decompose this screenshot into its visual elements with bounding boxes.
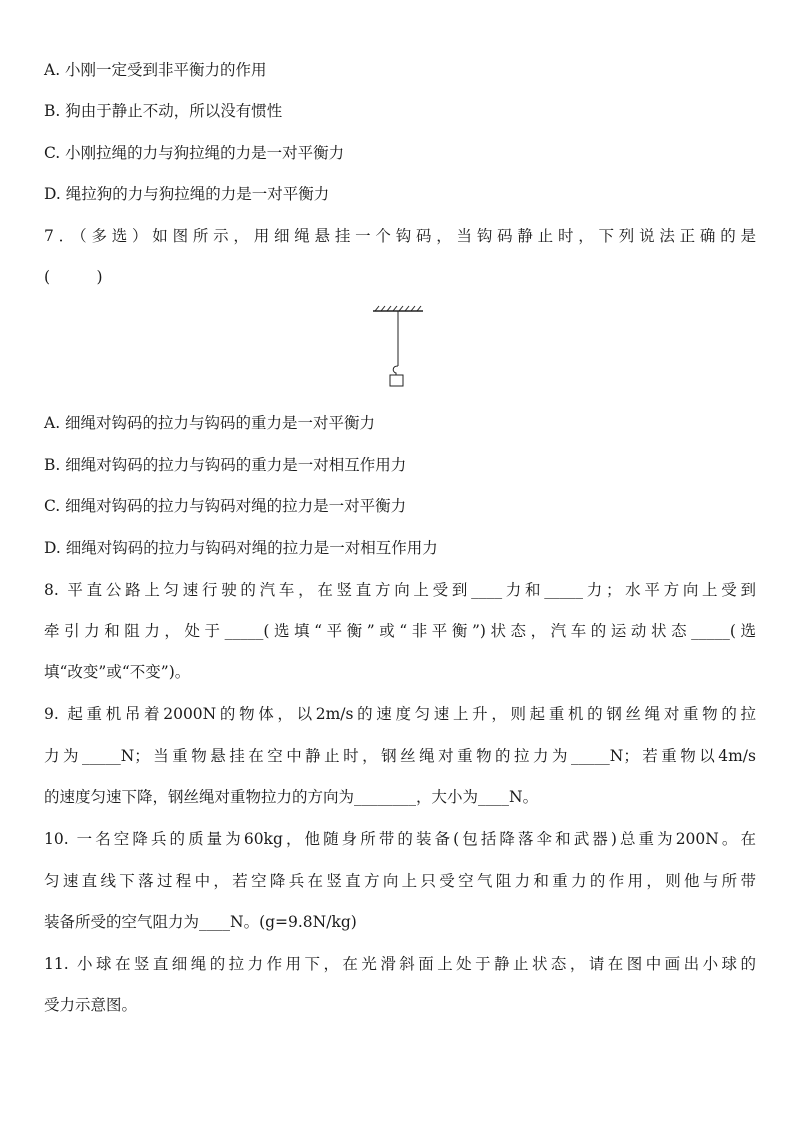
q6-option-c: C. 小刚拉绳的力与狗拉绳的力是一对平衡力 [44,144,345,162]
q9-line-2: 力为_____N；当重物悬挂在空中静止时，钢丝绳对重物的拉力为_____N；若重物以4m/s [44,747,756,765]
q6-option-b: B. 狗由于静止不动，所以没有惯性 [44,102,283,120]
q11-line-2: 受力示意图。 [44,996,138,1014]
q6-option-a: A. 小刚一定受到非平衡力的作用 [44,61,267,79]
ceiling-support [373,306,423,311]
q9-line-3: 的速度匀速下降，钢丝绳对重物拉力的方向为________，大小为____N。 [44,788,539,806]
q7-answer-bracket: ( ) [44,268,103,286]
q6-option-d: D. 绳拉狗的力与狗拉绳的力是一对平衡力 [44,185,330,203]
q7-stem: 7．（多选）如图所示，用细绳悬挂一个钩码，当钩码静止时，下列说法正确的是 [44,227,756,245]
q7-option-d: D. 细绳对钩码的拉力与钩码对绳的拉力是一对相互作用力 [44,539,438,557]
q8-line-3: 填“改变”或“不变”)。 [44,663,191,681]
q10-line-2: 匀速直线下落过程中，若空降兵在竖直方向上只受空气阻力和重力的作用，则他与所带 [44,872,756,890]
q8-line-2: 牵引力和阻力，处于_____(选填“平衡”或“非平衡”)状态，汽车的运动状态_____(选 [44,622,756,640]
hook-weight [390,375,403,386]
hook [393,366,398,375]
q9-line-1: 9. 起重机吊着2000N的物体，以2m/s的速度匀速上升，则起重机的钢丝绳对重物的拉 [44,705,756,723]
q7-option-c: C. 细绳对钩码的拉力与钩码对绳的拉力是一对平衡力 [44,497,407,515]
q7-option-b: B. 细绳对钩码的拉力与钩码的重力是一对相互作用力 [44,456,407,474]
q11-line-1: 11. 小球在竖直细绳的拉力作用下，在光滑斜面上处于静止状态，请在图中画出小球的 [44,955,756,973]
q10-line-1: 10. 一名空降兵的质量为60kg，他随身所带的装备(包括降落伞和武器)总重为200N。在 [44,830,756,848]
q8-line-1: 8. 平直公路上匀速行驶的汽车，在竖直方向上受到____力和_____力；水平方向上受到 [44,581,756,599]
q10-line-3: 装备所受的空气阻力为____N。(g=9.8N/kg) [44,913,357,931]
q7-option-a: A. 细绳对钩码的拉力与钩码的重力是一对平衡力 [44,414,376,432]
hanging-weight-figure [368,304,428,394]
